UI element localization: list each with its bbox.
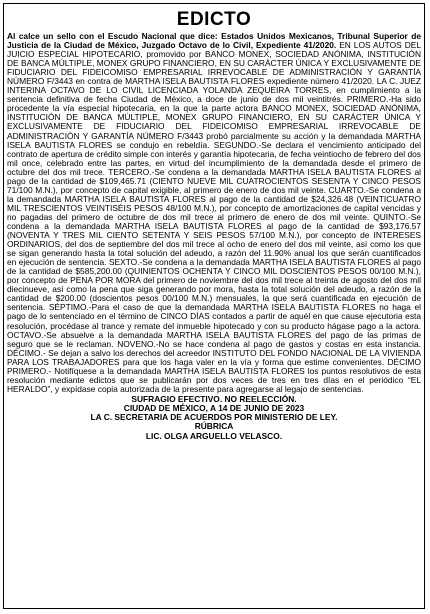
footer-secretary: LA C. SECRETARIA DE ACUERDOS POR MINISTERIO DE LEY. xyxy=(90,412,338,423)
edict-text: EN LOS AUTOS DEL JUICIO ESPECIAL HIPOTECARIO, promovido por BANCO MONEX, SOCIEDAD ANÓNIMA, INSTITUCIÓN DE BANCA MÚLTIPLE, MONEX GRUPO FINANCIERO, EN SU CARÁCTER ÚNICA Y EXCLUSIVAMENTE DE FIDUCIARIO DEL FIDEICOMISO EMPRESARIAL IRREVOCABLE DE ADMINISTRACIÓN Y GARANTÍA NÚMERO F/3443 en contra de MARTHA ISELA BAUTISTA FLORES expediente número 41/2020. LA C. JUEZ INTERINA OCTAVO DE LO CIVIL LICENCIADA YOLANDA ZEQUEIRA TORRES, en cumplimiento a la sentencia definitiva de fecha Ciudad de México, a doce de junio de dos mil veintitrés. PRIMERO.-Ha sido procedente la vía especial hipotecaria, en la que la parte actora BANCO MONEX, SOCIEDAD ANÓNIMA, INSTITUCIÓN DE BANCA MÚLTIPLE, MONEX GRUPO FINANCIERO, EN SU CARÁCTER ÚNICA Y EXCLUSIVAMENTE DE FIDUCIARIO DEL FIDEICOMISO EMPRESARIAL IRREVOCABLE DE ADMINISTRACIÓN Y GARANTÍA NÚMERO F/3443 probó parcialmente su acción y la demandada MARTHA ISELA BAUTISTA FLORES se condujo en rebeldía. SEGUNDO.-Se declara el vencimiento anticipado del contrato de apertura de crédito simple con interés y garantía hipotecaria, de fecha veintiocho de febrero del dos mil once, celebrado entre las partes, en virtud del incumplimiento de la demandada desde el primero de octubre del dos mil trece. TERCERO.-Se condena a la demandada MARTHA ISELA BAUTISTA FLORES al pago de la cantidad de $109,465.71 (CIENTO NUEVE MIL CUATROCIENTOS SESENTA Y CINCO PESOS 71/100 M.N.), por concepto de capital exigible, al primero de enero de dos mil veinte. CUARTO.-Se condena a la demandada MARTHA ISELA BAUTISTA FLORES al pago de la cantidad de $24,326.48 (VEINTICUATRO MIL TRESCIENTOS VEINTISÉIS PESOS 48/100 M.N.), por concepto de amortizaciones de capital vencidas y no pagadas del primero de octubre de dos mil trece al primero de enero de dos mil veinte. QUINTO.-Se condena a la demandada MARTHA ISELA BAUTISTA FLORES al pago de la cantidad de $93,176.57 (NOVENTA Y TRES MIL CIENTO SETENTA Y SEIS PESOS 57/100 M.N.), por concepto de INTERESES ORDINARIOS, del dos de septiembre del dos mil trece al ocho de enero del dos mil veinte, así como los que se sigan generando hasta la total solución del adeudo, a razón del 11.90% anual los que serán cuantificados en ejecución de sentencia. SEXTO.-Se condena a la demandada MARTHA ISELA BAUTISTA FLORES al pago de la cantidad de $585,200.00 (QUINIENTOS OCHENTA Y CINCO MIL DOSCIENTOS PESOS 00/100 M.N.), por concepto de PENA POR MORA del primero de noviembre del dos mil trece al treinta de agosto del dos mil diecinueve, así como la pena que siga generando por mora, hasta la total solución del adeudo, a razón de la cantidad de $200.00 (doscientos pesos 00/100 M.N.) mensuales, la que será cuantificada en ejecución de sentencia. SÉPTIMO.-Para el caso de que la demandada MARTHA ISELA BAUTISTA FLORES no haga el pago de lo sentenciado en el término de CINCO DÍAS contados a partir de aquél en que cause ejecutoria esta resolución, procédase al trance y remate del inmueble hipotecado y con su producto hágase pago a la actora. OCTAVO.-Se absuelve a la demandada MARTHA ISELA BAUTISTA FLORES del pago de las primas de seguro que se le reclaman. NOVENO.-No se hace condena al pago de gastos y costas en esta instancia. DÉCIMO.- Se dejan a salvo los derechos del acreedor INSTITUTO DEL FONDO NACIONAL DE LA VIVIENDA PARA LOS TRABAJADORES para que los haga valer en la vía y forma que estime convenientes. DÉCIMO PRIMERO.- Notifíquese a la demandada MARTHA ISELA BAUTISTA FLORES los puntos resolutivos de esta resolución mediante edictos que se publicarán por dos veces de tres en tres días en el periódico “EL HERALDO”, y expídase copia autorizada de la presente para agregarse al legajo de sentencias. xyxy=(7,40,421,394)
edict-title: EDICTO xyxy=(176,9,252,30)
footer-motto: SUFRAGIO EFECTIVO. NO REELECCIÓN. xyxy=(131,393,297,404)
edict-footer xyxy=(7,395,421,441)
footer-date: CIUDAD DE MÉXICO, A 14 DE JUNIO DE 2023 xyxy=(123,403,305,414)
edict-body xyxy=(7,32,421,394)
edict-lead: Al calce un sello con el Escudo Nacional que dice: Estados Unidos Mexicanos, Tribunal Superior de Justicia de la Ciudad de México, Juzgado Octavo de lo Civil, Expediente 41/2020. xyxy=(7,31,421,51)
edict-frame xyxy=(3,3,425,609)
footer-signer: LIC. OLGA ARGUELLO VELASCO. xyxy=(145,430,283,441)
footer-rubrica: RÚBRICA xyxy=(194,421,234,432)
